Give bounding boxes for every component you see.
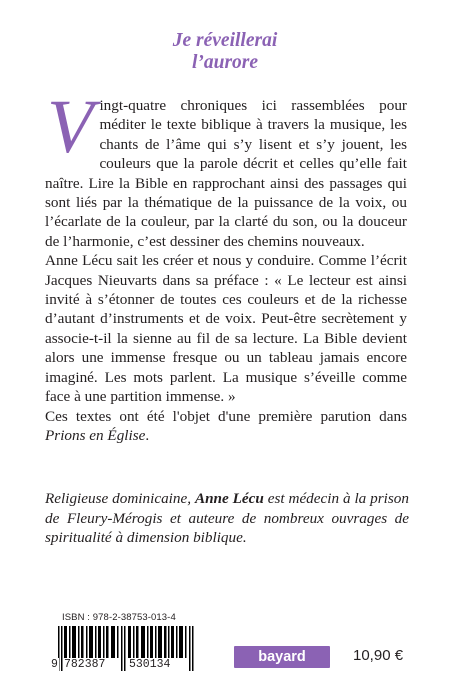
barcode-digits-left: 782387 bbox=[64, 658, 106, 671]
publication-name: Prions en Église bbox=[45, 426, 146, 444]
author-name: Anne Lécu bbox=[194, 490, 264, 507]
paragraph-1 bbox=[45, 85, 407, 251]
title-line-2: l’aurore bbox=[191, 52, 259, 73]
barcode-digits-right: 530134 bbox=[129, 658, 171, 671]
isbn-label: ISBN : 978-2-38753-013-4 bbox=[62, 612, 176, 623]
paragraph-1-text: ingt-quatre chroniques ici rassemblées pour méditer le texte biblique à travers la musique, les chants de l’âme qui s’y lisent et s’y jouent, les couleurs que la parole décrit et celles qu’elle fait naître. Lire la Bible en rapprochant ainsi des passages qui sont liés par la thématique de la puissance de la voix, ou l’écarlate de la couleur, par la clarté du son, ou la douceur de l’harmonie, c’est dessiner des chemins nouveaux. bbox=[45, 97, 407, 250]
paragraph-3-text: Ces textes ont été l'objet d'une première parution dans bbox=[45, 407, 407, 425]
publisher-logo: bayard religion bbox=[234, 646, 330, 668]
paragraph-3 bbox=[45, 407, 407, 446]
author-bio-rest: est médecin à la prison de Fleury-Mérogis et auteure de nombreux ouvrages de spiritualité à dimension biblique. bbox=[45, 490, 409, 547]
barcode-digit-lead: 9 bbox=[51, 658, 58, 671]
drop-cap: V bbox=[47, 85, 94, 169]
barcode-digits bbox=[50, 658, 200, 672]
book-title bbox=[0, 30, 450, 74]
paragraph-2: Anne Lécu sait les créer et nous y conduire. Comme l’écrit Jacques Nieuvarts dans sa préface : « Le lecteur est ainsi invité à s’étonner de toutes ces couleurs et de la richesse d’autant d’instruments et de voix. Peut-être secrètement y associe-t-il la sienne au fil de sa lecture. La Bible devient alors une immense fresque ou un tableau jamais encore imaginé. Les mots parlent. La musique s’éveille comme face à une partition immense. » bbox=[45, 252, 407, 406]
title-line-1: Je réveillerai bbox=[172, 30, 278, 51]
blurb bbox=[45, 85, 407, 445]
author-bio-lead: Religieuse dominicaine, bbox=[45, 490, 195, 507]
author-bio bbox=[45, 489, 409, 548]
paragraph-3-end: . bbox=[145, 426, 150, 444]
price: 10,90 € bbox=[353, 647, 404, 664]
